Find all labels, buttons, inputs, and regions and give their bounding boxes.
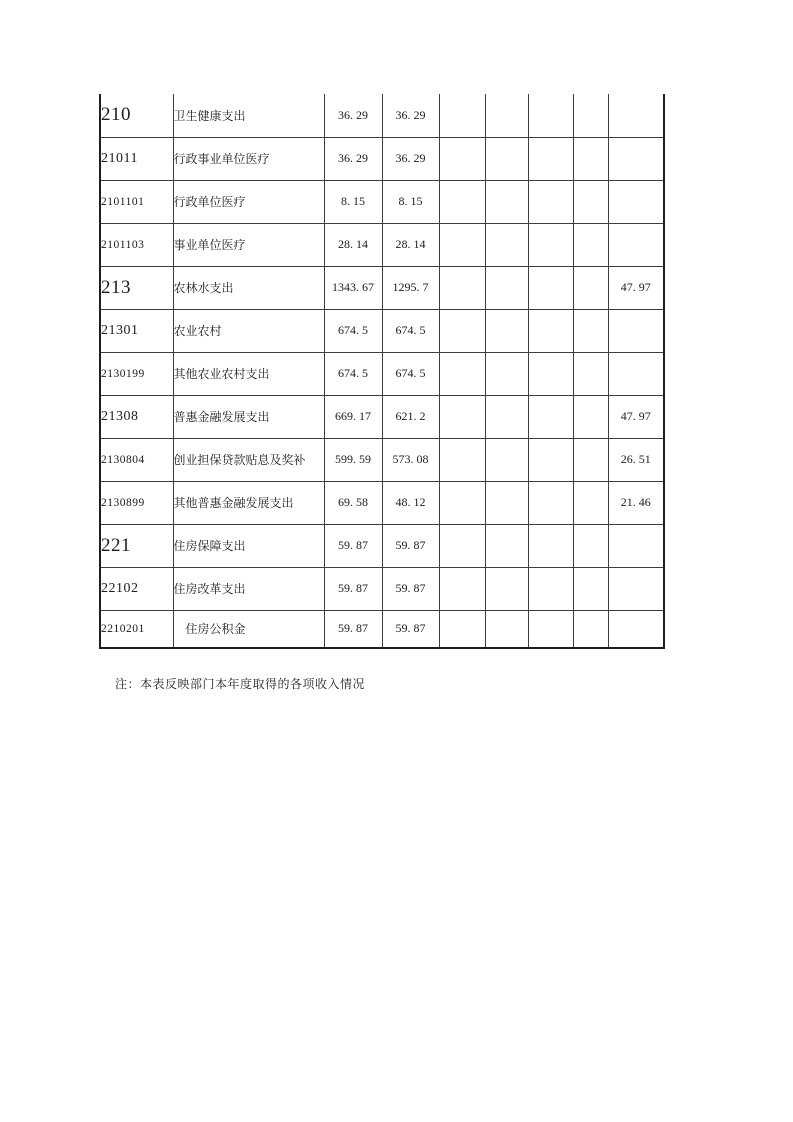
value-cell xyxy=(528,395,573,438)
code-cell: 221 xyxy=(100,524,173,567)
value-cell xyxy=(485,524,528,567)
value-cell xyxy=(439,94,485,137)
name-cell: 事业单位医疗 xyxy=(173,223,324,266)
name-cell: 其他普惠金融发展支出 xyxy=(173,481,324,524)
value-cell xyxy=(439,524,485,567)
value-cell xyxy=(573,352,608,395)
value-cell xyxy=(608,524,664,567)
value-cell xyxy=(573,395,608,438)
code-cell: 2101101 xyxy=(100,180,173,223)
value-cell xyxy=(608,610,664,648)
value-cell xyxy=(439,481,485,524)
value-cell: 573. 08 xyxy=(382,438,439,481)
value-cell xyxy=(573,223,608,266)
value-cell xyxy=(573,137,608,180)
code-cell: 2130899 xyxy=(100,481,173,524)
table-row xyxy=(100,223,664,266)
value-cell: 621. 2 xyxy=(382,395,439,438)
value-cell: 674. 5 xyxy=(382,309,439,352)
value-cell xyxy=(439,180,485,223)
value-cell xyxy=(485,223,528,266)
value-cell: 59. 87 xyxy=(382,524,439,567)
value-cell xyxy=(528,180,573,223)
code-cell: 213 xyxy=(100,266,173,309)
table-row xyxy=(100,180,664,223)
code-cell: 22102 xyxy=(100,567,173,610)
value-cell: 36. 29 xyxy=(382,137,439,180)
value-cell xyxy=(608,180,664,223)
value-cell: 28. 14 xyxy=(382,223,439,266)
value-cell: 1343. 67 xyxy=(324,266,382,309)
table-row xyxy=(100,524,664,567)
value-cell xyxy=(528,567,573,610)
value-cell xyxy=(439,223,485,266)
value-cell xyxy=(528,137,573,180)
table-row xyxy=(100,266,664,309)
value-cell: 59. 87 xyxy=(324,524,382,567)
value-cell xyxy=(528,438,573,481)
value-cell: 28. 14 xyxy=(324,223,382,266)
value-cell xyxy=(485,137,528,180)
value-cell: 669. 17 xyxy=(324,395,382,438)
value-cell: 8. 15 xyxy=(382,180,439,223)
value-cell: 674. 5 xyxy=(324,352,382,395)
value-cell xyxy=(608,352,664,395)
value-cell xyxy=(573,309,608,352)
value-cell xyxy=(528,309,573,352)
value-cell xyxy=(528,610,573,648)
code-cell: 2130804 xyxy=(100,438,173,481)
value-cell xyxy=(528,223,573,266)
value-cell xyxy=(528,481,573,524)
value-cell: 36. 29 xyxy=(382,94,439,137)
value-cell xyxy=(485,481,528,524)
value-cell xyxy=(439,137,485,180)
value-cell: 599. 59 xyxy=(324,438,382,481)
table-row xyxy=(100,137,664,180)
value-cell xyxy=(485,266,528,309)
table-row xyxy=(100,352,664,395)
value-cell xyxy=(439,309,485,352)
code-cell: 21011 xyxy=(100,137,173,180)
value-cell: 47. 97 xyxy=(608,266,664,309)
value-cell xyxy=(485,438,528,481)
value-cell xyxy=(485,352,528,395)
table-row xyxy=(100,481,664,524)
value-cell: 26. 51 xyxy=(608,438,664,481)
value-cell xyxy=(485,567,528,610)
value-cell xyxy=(439,567,485,610)
value-cell xyxy=(573,438,608,481)
name-cell: 住房公积金 xyxy=(173,610,324,648)
table-row xyxy=(100,438,664,481)
value-cell: 21. 46 xyxy=(608,481,664,524)
table-row xyxy=(100,395,664,438)
value-cell: 8. 15 xyxy=(324,180,382,223)
name-cell: 普惠金融发展支出 xyxy=(173,395,324,438)
value-cell xyxy=(573,610,608,648)
value-cell xyxy=(573,180,608,223)
value-cell xyxy=(608,94,664,137)
value-cell xyxy=(528,524,573,567)
value-cell xyxy=(485,309,528,352)
table-row xyxy=(100,309,664,352)
value-cell xyxy=(439,438,485,481)
code-cell: 2130199 xyxy=(100,352,173,395)
table-row xyxy=(100,567,664,610)
value-cell: 59. 87 xyxy=(382,610,439,648)
value-cell xyxy=(439,352,485,395)
value-cell xyxy=(573,94,608,137)
name-cell: 创业担保贷款贴息及奖补 xyxy=(173,438,324,481)
value-cell xyxy=(485,610,528,648)
value-cell: 59. 87 xyxy=(324,567,382,610)
value-cell: 674. 5 xyxy=(382,352,439,395)
name-cell: 农业农村 xyxy=(173,309,324,352)
value-cell xyxy=(573,266,608,309)
table-row xyxy=(100,610,664,648)
value-cell xyxy=(439,266,485,309)
value-cell: 36. 29 xyxy=(324,137,382,180)
value-cell xyxy=(608,137,664,180)
value-cell xyxy=(439,395,485,438)
value-cell xyxy=(485,180,528,223)
code-cell: 2101103 xyxy=(100,223,173,266)
income-table xyxy=(99,94,665,649)
value-cell: 36. 29 xyxy=(324,94,382,137)
table-note: 注：本表反映部门本年度取得的各项收入情况 xyxy=(115,677,366,691)
value-cell xyxy=(573,567,608,610)
value-cell: 47. 97 xyxy=(608,395,664,438)
value-cell xyxy=(608,223,664,266)
value-cell: 674. 5 xyxy=(324,309,382,352)
code-cell: 21308 xyxy=(100,395,173,438)
name-cell: 农林水支出 xyxy=(173,266,324,309)
value-cell xyxy=(485,94,528,137)
name-cell: 其他农业农村支出 xyxy=(173,352,324,395)
value-cell xyxy=(608,567,664,610)
code-cell: 210 xyxy=(100,94,173,137)
value-cell: 48. 12 xyxy=(382,481,439,524)
table-row xyxy=(100,94,664,137)
value-cell: 69. 58 xyxy=(324,481,382,524)
name-cell: 卫生健康支出 xyxy=(173,94,324,137)
value-cell xyxy=(573,524,608,567)
code-cell: 2210201 xyxy=(100,610,173,648)
name-cell: 行政单位医疗 xyxy=(173,180,324,223)
value-cell xyxy=(485,395,528,438)
value-cell: 1295. 7 xyxy=(382,266,439,309)
name-cell: 住房改革支出 xyxy=(173,567,324,610)
value-cell: 59. 87 xyxy=(382,567,439,610)
value-cell xyxy=(439,610,485,648)
name-cell: 行政事业单位医疗 xyxy=(173,137,324,180)
value-cell xyxy=(608,309,664,352)
name-cell: 住房保障支出 xyxy=(173,524,324,567)
value-cell xyxy=(528,266,573,309)
value-cell xyxy=(528,94,573,137)
value-cell: 59. 87 xyxy=(324,610,382,648)
value-cell xyxy=(573,481,608,524)
value-cell xyxy=(528,352,573,395)
code-cell: 21301 xyxy=(100,309,173,352)
